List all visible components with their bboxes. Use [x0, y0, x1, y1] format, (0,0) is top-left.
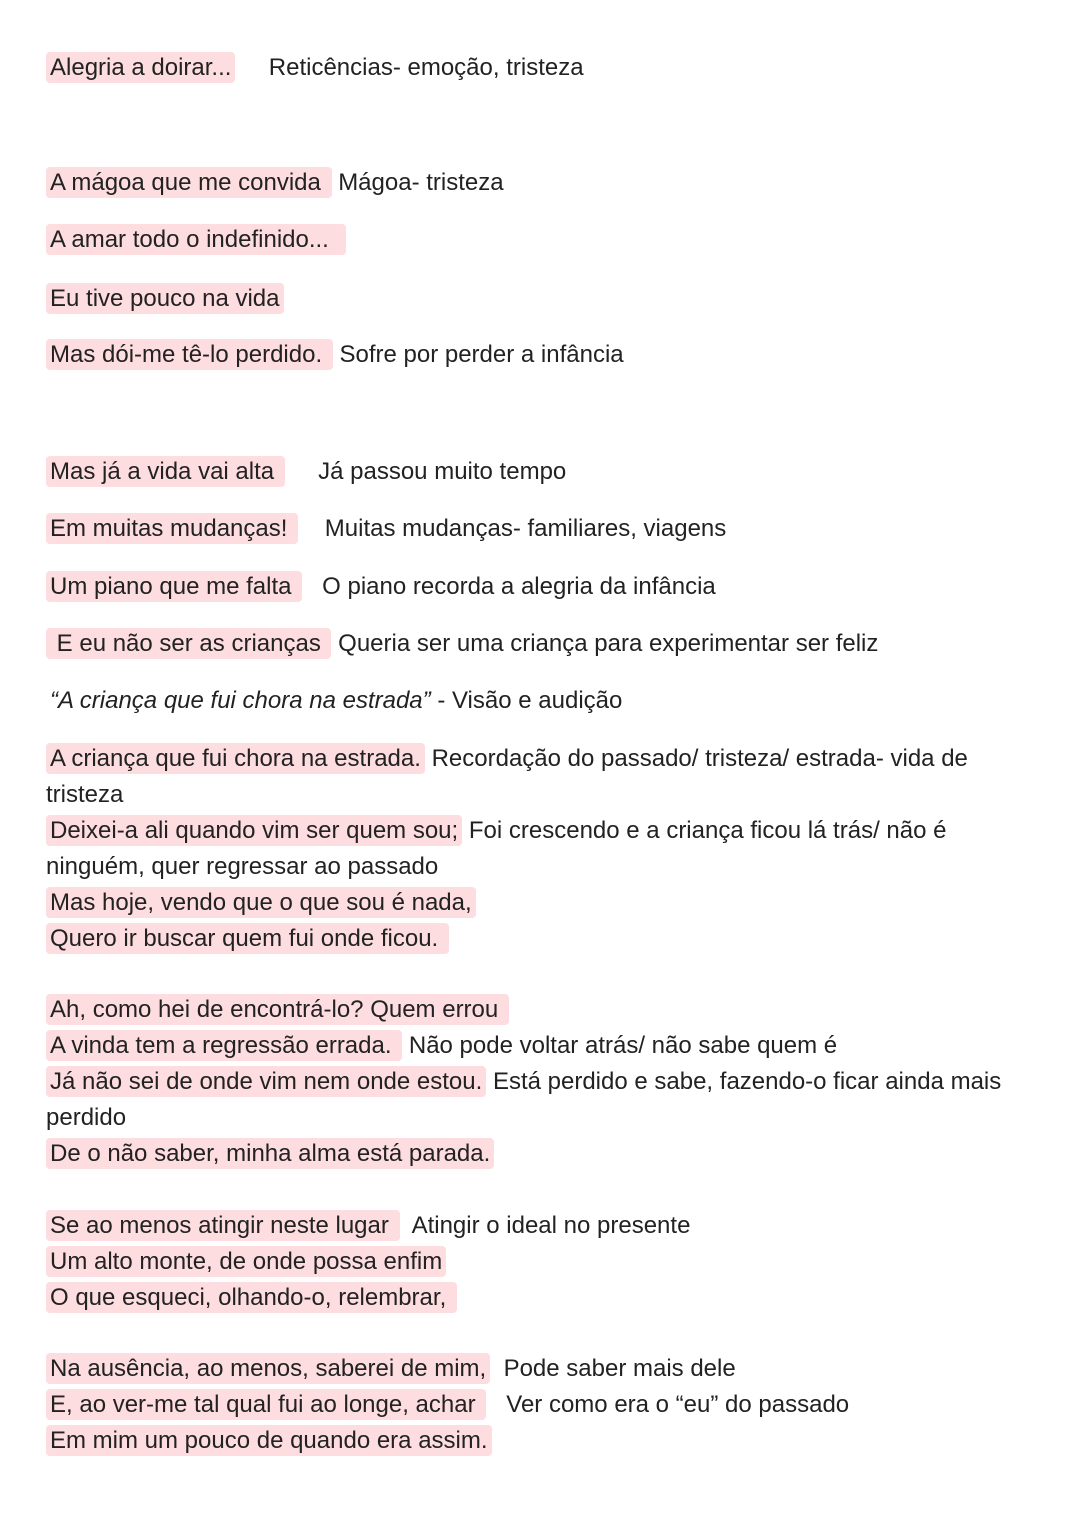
annotation-note: Muitas mudanças- familiares, viagens: [324, 515, 727, 542]
highlighted-verse: Alegria a doirar...: [46, 52, 235, 83]
gap: [400, 1212, 412, 1239]
highlighted-verse: De o não saber, minha alma está parada.: [46, 1138, 494, 1169]
annotation-note: Já passou muito tempo: [318, 458, 567, 485]
annotated-verse: [46, 1351, 1036, 1387]
annotated-verse: [46, 626, 1036, 662]
quote-line: [46, 683, 1040, 719]
annotated-verse: [46, 885, 1036, 921]
annotated-verse: [46, 1387, 1036, 1423]
annotated-verse: [46, 454, 1036, 490]
gap: [462, 817, 469, 844]
highlighted-verse: A vinda tem a regressão errada.: [46, 1030, 402, 1061]
annotated-verse: [46, 1244, 1036, 1280]
gap: [425, 745, 432, 772]
highlighted-verse: Um alto monte, de onde possa enfim: [46, 1246, 446, 1277]
annotated-verse: [46, 511, 1036, 547]
annotation-note: Foi crescendo e a criança ficou lá trás/ não é ninguém, quer regressar ao passado: [46, 817, 954, 880]
gap: [490, 1355, 503, 1382]
highlighted-verse: Um piano que me falta: [46, 571, 302, 602]
gap: [285, 458, 318, 485]
annotated-verse: [46, 1064, 1036, 1136]
gap: [298, 515, 325, 542]
highlighted-verse: Mas dói-me tê-lo perdido.: [46, 339, 333, 370]
annotated-verse: [46, 921, 1036, 957]
highlighted-verse: Se ao menos atingir neste lugar: [46, 1210, 400, 1241]
highlighted-verse: Na ausência, ao menos, saberei de mim,: [46, 1353, 490, 1384]
highlighted-verse: Ah, como hei de encontrá-lo? Quem errou: [46, 994, 509, 1025]
highlighted-verse: Quero ir buscar quem fui onde ficou.: [46, 923, 449, 954]
highlighted-verse: A criança que fui chora na estrada.: [46, 743, 425, 774]
annotated-verse: [46, 50, 1036, 86]
annotated-verse: [46, 222, 1036, 258]
annotation-note: Recordação do passado/ tristeza/ estrada- vida de tristeza: [46, 745, 975, 808]
highlighted-verse: Em mim um pouco de quando era assim.: [46, 1425, 492, 1456]
gap: [235, 54, 268, 81]
annotated-verse: [46, 1208, 1036, 1244]
highlighted-verse: Mas hoje, vendo que o que sou é nada,: [46, 887, 476, 918]
gap: [302, 573, 322, 600]
annotated-verse: [46, 1280, 1036, 1316]
quoted-verse: “A criança que fui chora na estrada”: [50, 687, 431, 714]
highlighted-verse: Em muitas mudanças!: [46, 513, 298, 544]
quote-note: - Visão e audição: [430, 687, 623, 714]
annotation-note: Pode saber mais dele: [503, 1355, 736, 1382]
highlighted-verse: Já não sei de onde vim nem onde estou.: [46, 1066, 486, 1097]
annotated-verse: [46, 1136, 1036, 1172]
gap: [402, 1032, 409, 1059]
annotation-note: Sofre por perder a infância: [339, 341, 624, 368]
annotation-note: Não pode voltar atrás/ não sabe quem é: [408, 1032, 838, 1059]
highlighted-verse: Deixei-a ali quando vim ser quem sou;: [46, 815, 462, 846]
highlighted-verse: Mas já a vida vai alta: [46, 456, 285, 487]
highlighted-verse: Eu tive pouco na vida: [46, 283, 284, 314]
highlighted-verse: E, ao ver-me tal qual fui ao longe, achar: [46, 1389, 486, 1420]
annotation-note: Está perdido e sabe, fazendo-o ficar ainda mais perdido: [46, 1068, 1008, 1131]
highlighted-verse: A mágoa que me convida: [46, 167, 332, 198]
annotated-verse: [46, 337, 1036, 373]
highlighted-verse: E eu não ser as crianças: [46, 628, 331, 659]
annotation-note: Mágoa- tristeza: [338, 169, 504, 196]
annotation-note: Queria ser uma criança para experimentar ser feliz: [338, 630, 879, 657]
annotated-verse: [46, 741, 1036, 813]
gap: [486, 1391, 506, 1418]
annotation-note: O piano recorda a alegria da infância: [322, 573, 716, 600]
gap: [486, 1068, 493, 1095]
annotated-verse: [46, 569, 1036, 605]
annotated-verse: [46, 1423, 1036, 1459]
annotated-verse: [46, 165, 1036, 201]
annotated-verse: [46, 992, 1036, 1028]
highlighted-verse: A amar todo o indefinido...: [46, 224, 346, 255]
annotation-note: Atingir o ideal no presente: [411, 1212, 691, 1239]
annotation-note: Ver como era o “eu” do passado: [506, 1391, 850, 1418]
highlighted-verse: O que esqueci, olhando-o, relembrar,: [46, 1282, 457, 1313]
annotated-verse: [46, 281, 1036, 317]
annotated-verse: [46, 813, 1036, 885]
annotated-verse: [46, 1028, 1036, 1064]
annotation-note: Reticências- emoção, tristeza: [268, 54, 584, 81]
